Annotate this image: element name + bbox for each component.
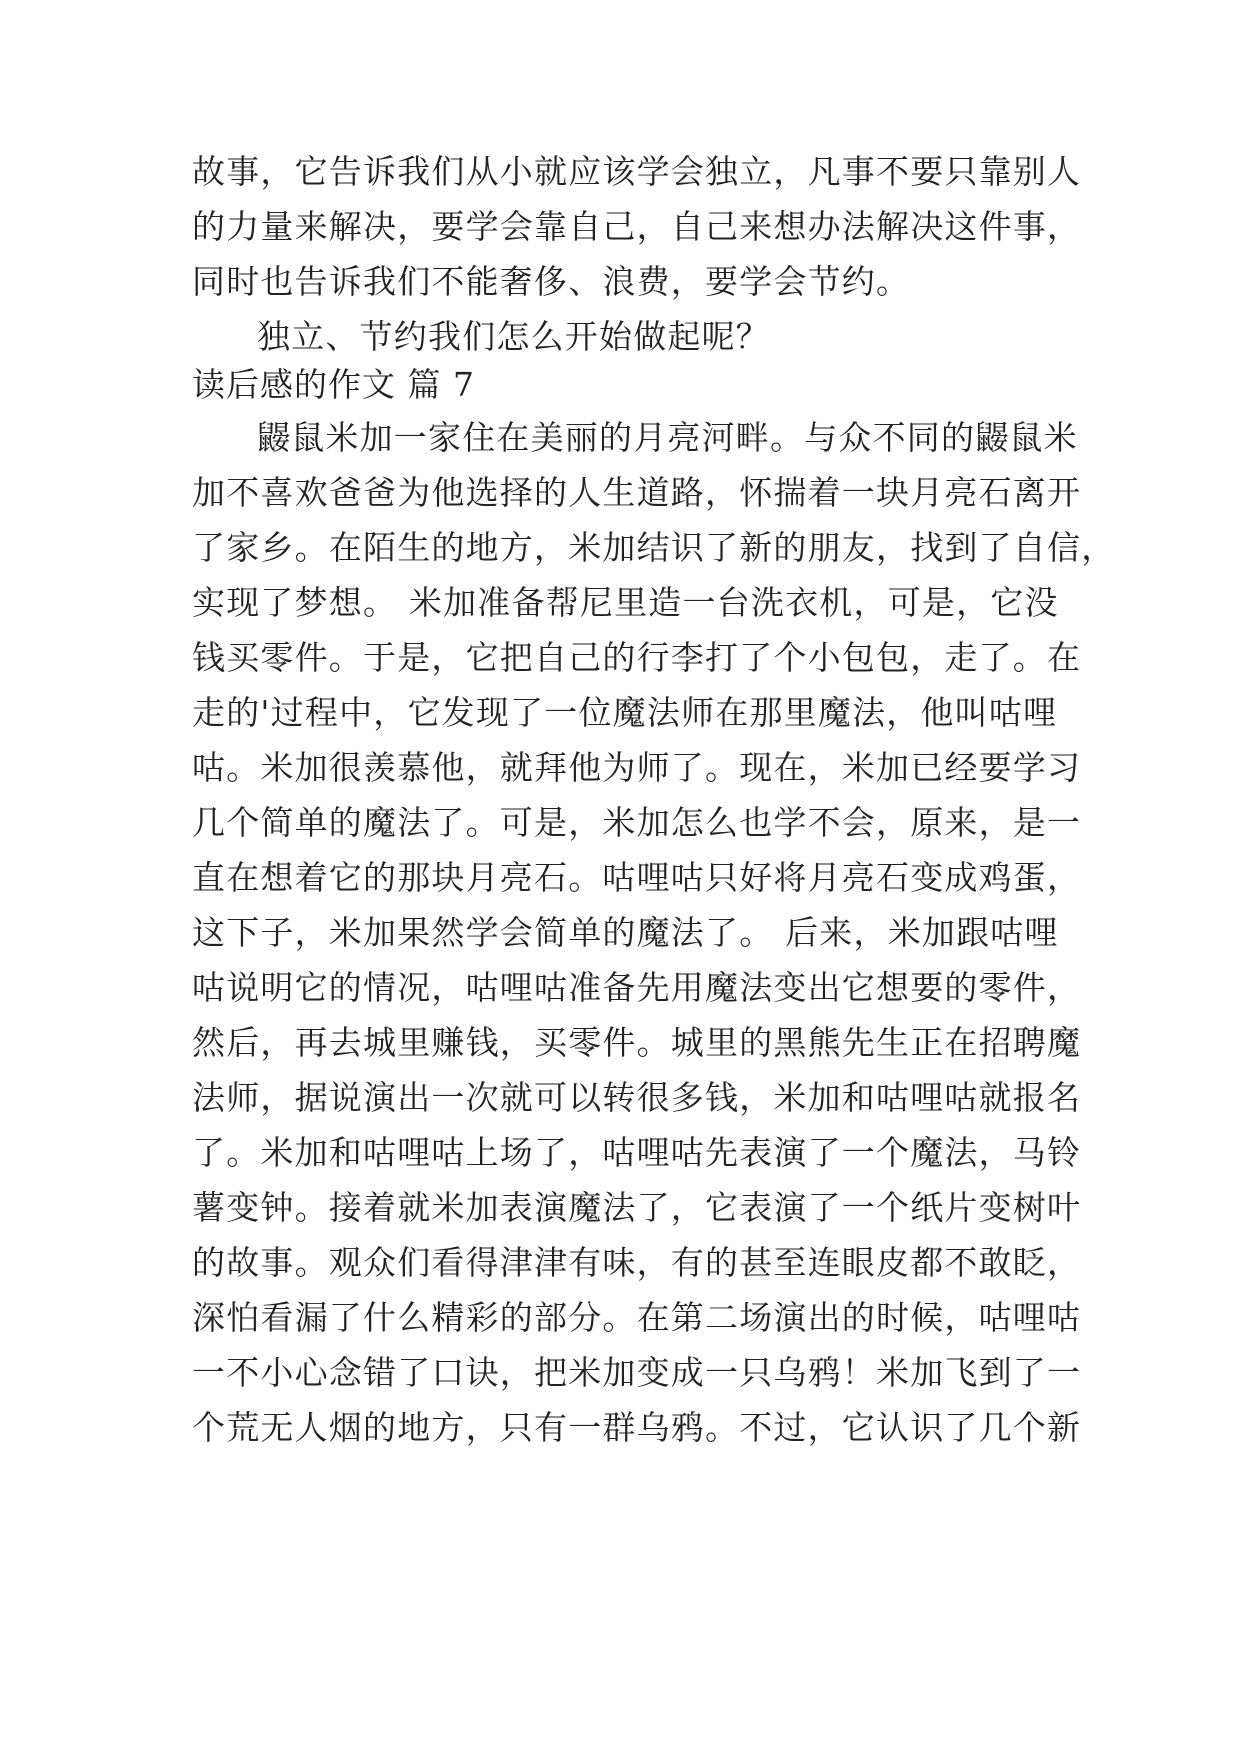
text-line: 个荒无人烟的地方，只有一群乌鸦。不过，它认识了几个新 <box>192 1408 1082 1447</box>
text-line: 几个简单的魔法了。可是，米加怎么也学不会，原来，是一 <box>192 803 1082 842</box>
text-line: 了。米加和咕哩咕上场了，咕哩咕先表演了一个魔法，马铃 <box>192 1133 1082 1172</box>
text-line: 钱买零件。于是，它把自己的行李打了个小包包，走了。在 <box>192 638 1082 677</box>
text-line: 一不小心念错了口诀，把米加变成一只乌鸦！米加飞到了一 <box>192 1353 1082 1392</box>
text-line: 直在想着它的那块月亮石。咕哩咕只好将月亮石变成鸡蛋， <box>192 858 1082 897</box>
text-line: 走的'过程中，它发现了一位魔法师在那里魔法，他叫咕哩 <box>192 693 1058 732</box>
text-line: 同时也告诉我们不能奢侈、浪费，要学会节约。 <box>192 262 911 301</box>
text-line: 了家乡。在陌生的地方，米加结识了新的朋友，找到了自信， <box>192 528 1116 567</box>
text-line: 独立、节约我们怎么开始做起呢？ <box>257 317 770 356</box>
text-line: 薯变钟。接着就米加表演魔法了，它表演了一个纸片变树叶 <box>192 1188 1082 1227</box>
text-line: 加不喜欢爸爸为他选择的人生道路，怀揣着一块月亮石离开 <box>192 473 1082 512</box>
section-heading: 读后感的作文 篇 7 <box>192 365 475 404</box>
text-line: 故事，它告诉我们从小就应该学会独立，凡事不要只靠别人 <box>192 152 1082 191</box>
text-line: 这下子，米加果然学会简单的魔法了。 后来，米加跟咕哩 <box>192 913 1059 952</box>
text-line: 咕。米加很羡慕他，就拜他为师了。现在，米加已经要学习 <box>192 748 1082 787</box>
text-line: 的故事。观众们看得津津有味，有的甚至连眼皮都不敢眨， <box>192 1243 1082 1282</box>
text-line: 咕说明它的情况，咕哩咕准备先用魔法变出它想要的零件， <box>192 968 1082 1007</box>
text-line: 的力量来解决，要学会靠自己，自己来想办法解决这件事， <box>192 207 1082 246</box>
text-line: 然后，再去城里赚钱，买零件。城里的黑熊先生正在招聘魔 <box>192 1023 1082 1062</box>
text-line: 深怕看漏了什么精彩的部分。在第二场演出的时候，咕哩咕 <box>192 1298 1082 1337</box>
text-line: 鼹鼠米加一家住在美丽的月亮河畔。与众不同的鼹鼠米 <box>257 418 1078 457</box>
text-line: 法师，据说演出一次就可以转很多钱，米加和咕哩咕就报名 <box>192 1078 1082 1117</box>
text-line: 实现了梦想。 米加准备帮尼里造一台洗衣机，可是，它没 <box>192 583 1059 622</box>
